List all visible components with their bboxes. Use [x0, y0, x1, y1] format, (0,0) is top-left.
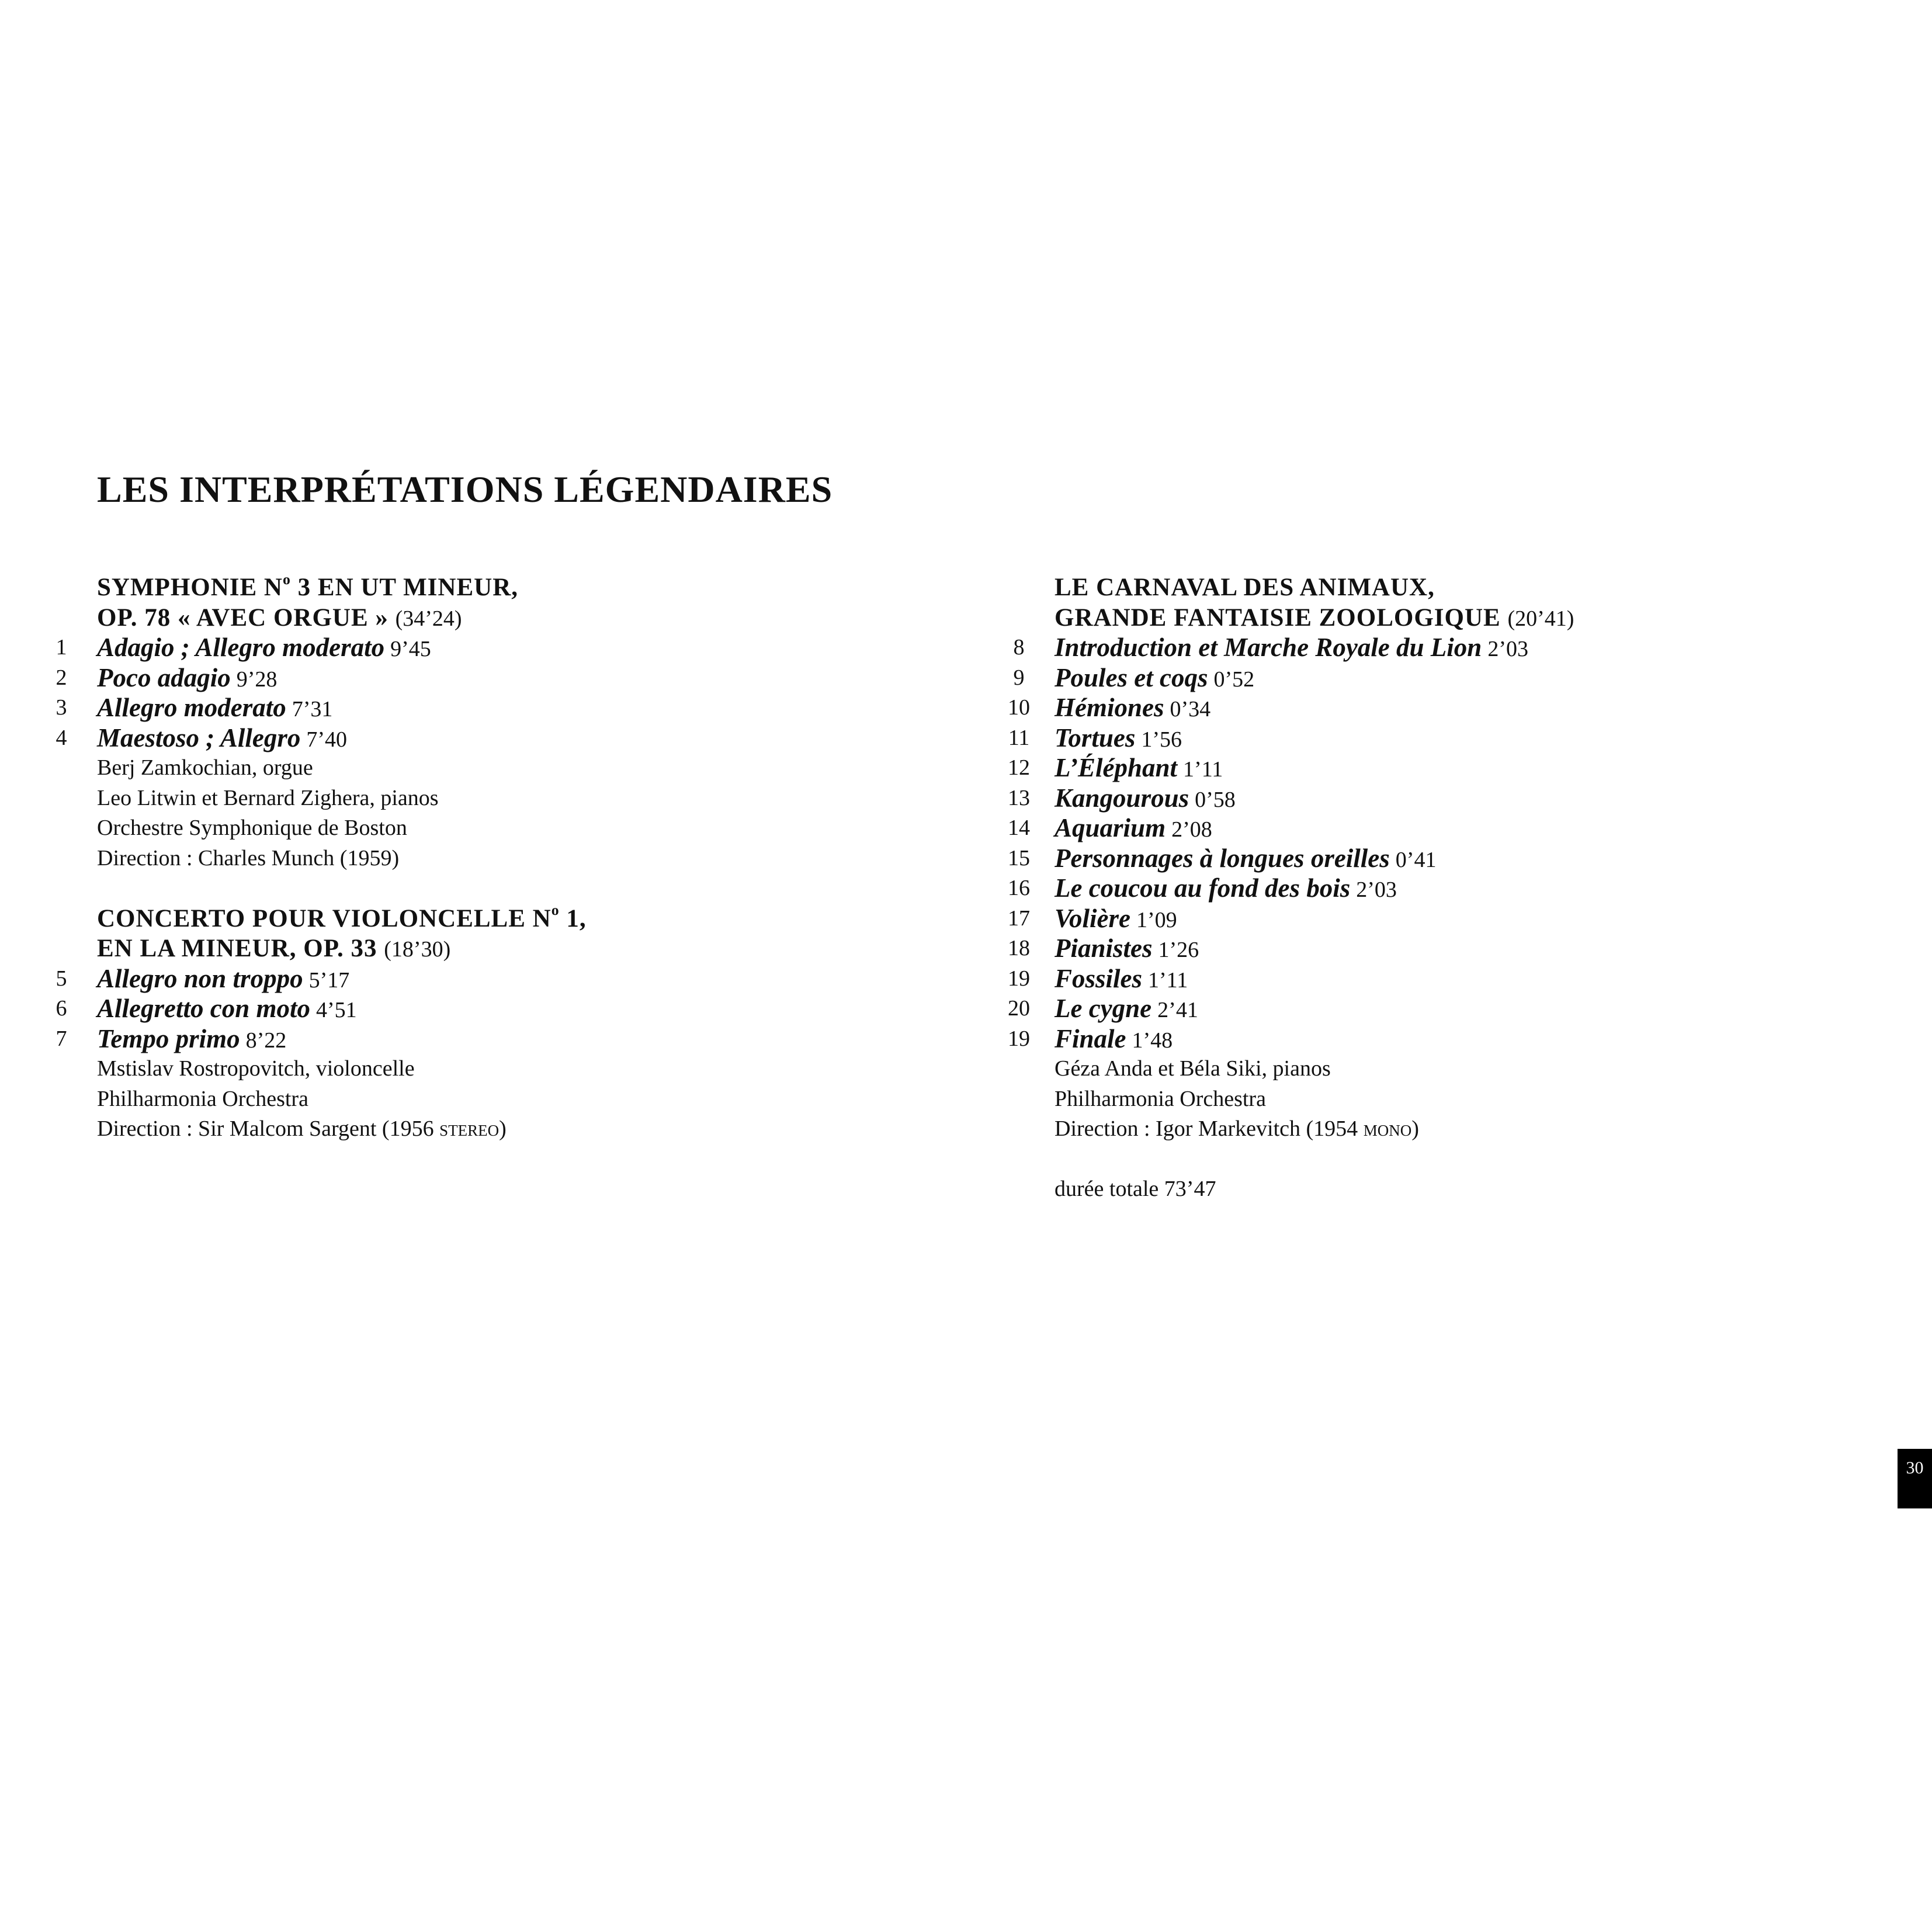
track-duration: 9’45 — [390, 637, 431, 661]
track-duration: 9’28 — [236, 667, 278, 692]
track-row — [56, 1024, 915, 1055]
track-title: Poules et coqs — [1055, 663, 1208, 692]
heading-text: 3 EN UT MINEUR, — [290, 574, 518, 601]
track-duration: 1’26 — [1158, 938, 1199, 962]
track-number: 14 — [1008, 816, 1030, 840]
track-title: Adagio ; Allegro moderato — [97, 633, 385, 662]
work-symphony — [56, 570, 915, 873]
credit-format: stereo — [439, 1116, 500, 1141]
work-heading — [97, 901, 915, 934]
credit-text: Direction : Igor Markevitch (1954 — [1055, 1116, 1364, 1141]
credit-line — [97, 1114, 915, 1144]
track-number: 15 — [1008, 845, 1030, 870]
track-row — [56, 994, 915, 1024]
track-number: 19 — [1008, 1026, 1030, 1051]
track-duration: 1’11 — [1183, 757, 1223, 782]
track-number: 7 — [56, 1026, 67, 1051]
work-heading — [97, 603, 915, 633]
track-number: 18 — [1008, 936, 1030, 960]
work-heading — [1055, 573, 1872, 603]
track-title: Tortues — [1055, 723, 1136, 752]
track-title: Fossiles — [1055, 963, 1143, 993]
credit-line: Philharmonia Orchestra — [1055, 1086, 1266, 1111]
track-duration: 7’31 — [292, 697, 333, 722]
credit-line: Géza Anda et Béla Siki, pianos — [1055, 1056, 1331, 1081]
track-row — [1008, 693, 1872, 723]
track-number: 9 — [1013, 665, 1025, 690]
track-duration: 0’58 — [1195, 787, 1236, 812]
total-duration: durée totale 73’47 — [1055, 1177, 1216, 1201]
track-number: 19 — [1008, 966, 1030, 991]
track-duration: 0’52 — [1213, 667, 1255, 692]
track-row — [1008, 723, 1872, 754]
credit-line: Direction : Charles Munch (1959) — [97, 845, 400, 870]
track-row — [56, 663, 915, 693]
track-duration: 2’03 — [1356, 877, 1397, 902]
track-row — [56, 633, 915, 663]
track-row — [56, 723, 915, 754]
credit-line: Berj Zamkochian, orgue — [97, 755, 313, 780]
track-title: Introduction et Marche Royale du Lion — [1055, 633, 1482, 662]
track-row — [1008, 873, 1872, 904]
track-number: 5 — [56, 966, 67, 991]
credit-text: Direction : Sir Malcom Sargent (1956 — [97, 1116, 440, 1141]
track-duration: 1’11 — [1148, 967, 1188, 993]
track-title: Personnages à longues oreilles — [1055, 843, 1390, 873]
track-number: 10 — [1008, 695, 1030, 720]
track-duration: 2’03 — [1487, 637, 1528, 661]
left-column — [56, 570, 915, 1144]
track-row — [1008, 903, 1872, 934]
spacer — [97, 873, 915, 904]
track-row — [1013, 633, 1872, 663]
credit-text: ) — [1411, 1116, 1419, 1141]
track-duration: 1’48 — [1132, 1028, 1173, 1053]
track-duration: 8’22 — [245, 1028, 287, 1053]
track-row — [1008, 1024, 1872, 1055]
spacer — [1055, 1144, 1872, 1175]
track-title: Allegro moderato — [97, 693, 286, 722]
work-total-duration: (18’30) — [384, 937, 451, 962]
work-carnaval — [1008, 573, 1872, 1144]
track-number: 16 — [1008, 876, 1030, 900]
work-heading — [97, 570, 915, 603]
page-number-tab — [1898, 1449, 1932, 1508]
work-concerto — [56, 901, 915, 1144]
heading-superscript: o — [551, 901, 560, 919]
heading-text: EN LA MINEUR, OP. 33 — [97, 935, 377, 962]
track-duration: 1’09 — [1136, 907, 1177, 932]
track-title: Allegretto con moto — [97, 994, 310, 1023]
right-column — [1008, 573, 1872, 1205]
work-total-duration: (34’24) — [395, 606, 462, 631]
track-row — [1008, 753, 1872, 783]
track-duration: 0’34 — [1170, 697, 1211, 722]
track-duration: 7’40 — [306, 727, 347, 752]
heading-text: SYMPHONIE N — [97, 574, 283, 601]
track-title: Le coucou au fond des bois — [1055, 873, 1351, 903]
track-title: Aquarium — [1055, 813, 1166, 842]
credit-line: Mstislav Rostropovitch, violoncelle — [97, 1056, 415, 1081]
track-row — [1008, 783, 1872, 814]
track-number: 13 — [1008, 785, 1030, 810]
track-title: Poco adagio — [97, 663, 231, 692]
track-number: 2 — [56, 665, 67, 690]
heading-text: LE CARNAVAL DES ANIMAUX, — [1055, 574, 1435, 601]
track-title: Allegro non troppo — [97, 963, 303, 993]
track-row — [1008, 994, 1872, 1024]
track-duration: 2’41 — [1157, 998, 1198, 1022]
track-title: Volière — [1055, 903, 1130, 933]
credit-line: Philharmonia Orchestra — [97, 1086, 308, 1111]
track-row — [1008, 934, 1872, 964]
track-number: 8 — [1013, 635, 1025, 660]
track-row — [56, 693, 915, 723]
heading-superscript: o — [282, 570, 291, 588]
track-number: 4 — [56, 725, 67, 750]
heading-text: 1, — [559, 904, 587, 932]
track-row — [1013, 663, 1872, 693]
track-title: L’Éléphant — [1055, 753, 1178, 782]
track-number: 12 — [1008, 755, 1030, 780]
heading-text: GRANDE FANTAISIE ZOOLOGIQUE — [1055, 603, 1501, 632]
credit-line — [1055, 1114, 1872, 1144]
track-row — [1008, 963, 1872, 994]
credit-format: mono — [1363, 1116, 1412, 1141]
track-title: Kangourous — [1055, 783, 1189, 813]
page-number: 30 — [1906, 1458, 1924, 1477]
track-number: 1 — [56, 635, 67, 660]
page-title: LES INTERPRÉTATIONS LÉGENDAIRES — [97, 469, 833, 510]
track-duration: 2’08 — [1171, 817, 1212, 842]
work-total-duration: (20’41) — [1507, 606, 1574, 631]
track-row — [56, 963, 915, 994]
track-title: Pianistes — [1055, 934, 1153, 963]
track-title: Tempo primo — [97, 1024, 240, 1053]
credit-line: Leo Litwin et Bernard Zighera, pianos — [97, 785, 439, 810]
heading-text: CONCERTO POUR VIOLONCELLE N — [97, 904, 551, 932]
track-duration: 0’41 — [1395, 847, 1437, 872]
track-duration: 4’51 — [316, 998, 357, 1022]
work-heading — [97, 934, 915, 964]
track-title: Maestoso ; Allegro — [97, 723, 301, 752]
heading-text: OP. 78 « AVEC ORGUE » — [97, 603, 389, 632]
track-title: Hémiones — [1055, 693, 1164, 722]
track-row — [1008, 843, 1872, 874]
track-duration: 1’56 — [1141, 727, 1182, 752]
track-row — [1008, 813, 1872, 844]
credit-text: ) — [499, 1116, 507, 1141]
track-number: 11 — [1008, 725, 1030, 750]
credit-line: Orchestre Symphonique de Boston — [97, 816, 407, 840]
track-title: Finale — [1055, 1024, 1126, 1053]
work-heading — [1055, 603, 1872, 633]
track-number: 20 — [1008, 996, 1030, 1021]
track-number: 17 — [1008, 906, 1030, 931]
track-duration: 5’17 — [308, 967, 350, 993]
track-number: 6 — [56, 996, 67, 1021]
track-number: 3 — [56, 695, 67, 720]
track-title: Le cygne — [1055, 994, 1152, 1023]
